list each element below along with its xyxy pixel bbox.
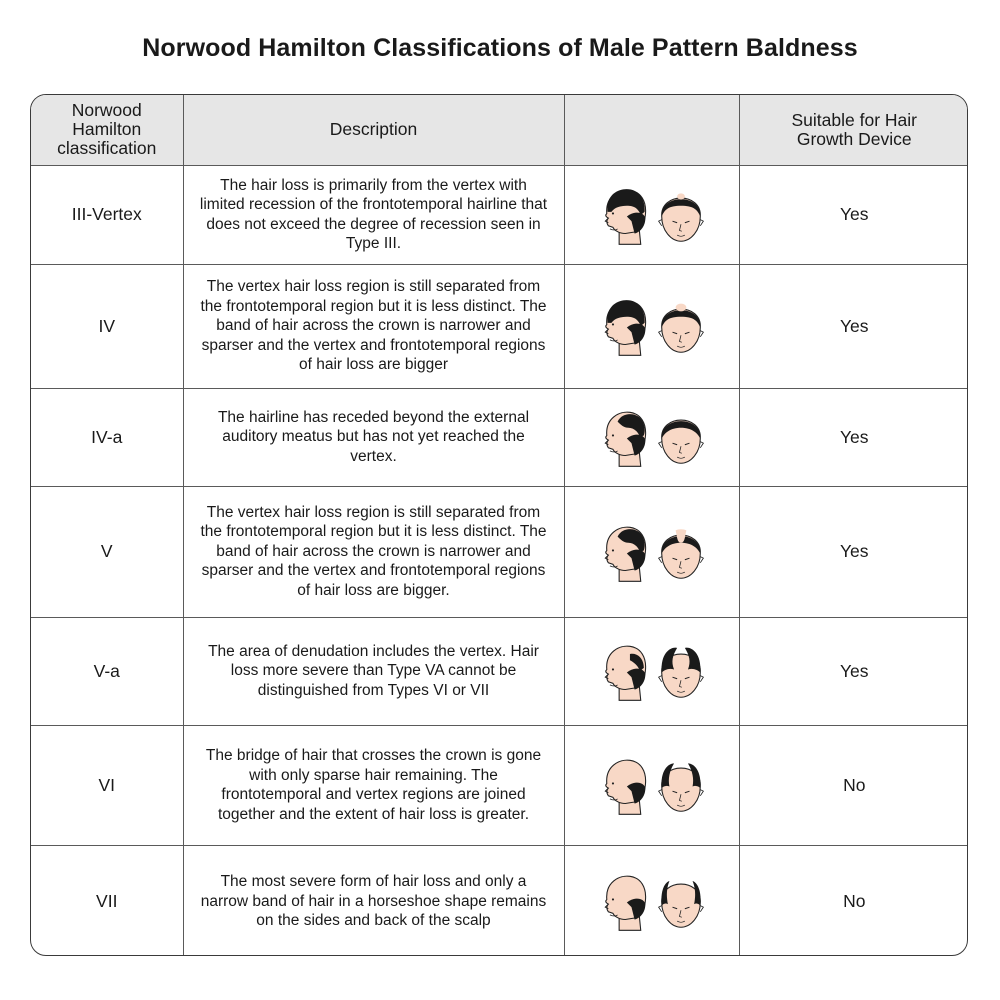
side-profile-head-icon (596, 519, 650, 585)
top-view-head-icon (654, 293, 708, 359)
classification-table (30, 94, 968, 956)
head-illustrations (565, 404, 739, 470)
illustration-cell (564, 165, 739, 264)
description-cell: The hairline has receded beyond the external auditory meatus but has not yet reached the vertex. (183, 388, 564, 486)
classification-cell: VI (31, 725, 183, 845)
illustration-cell (564, 264, 739, 388)
illustration-cell (564, 617, 739, 725)
suitable-cell: No (739, 845, 968, 956)
page-title: Norwood Hamilton Classifications of Male Pattern Baldness (142, 34, 858, 62)
side-profile-head-icon (596, 752, 650, 818)
table-row (31, 486, 968, 617)
header-classification: Norwood Hamilton classification (31, 95, 183, 165)
suitable-cell: Yes (739, 264, 968, 388)
top-view-head-icon (654, 868, 708, 934)
suitable-cell: Yes (739, 486, 968, 617)
side-profile-head-icon (596, 182, 650, 248)
header-description: Description (183, 95, 564, 165)
top-view-head-icon (654, 404, 708, 470)
description-cell: The vertex hair loss region is still separated from the frontotemporal region but it is less distinct. The band of hair across the crown is narrower and sparser and the vertex and frontotemporal regions of hair loss are bigger (183, 264, 564, 388)
header-suitable: Suitable for Hair Growth Device (739, 95, 968, 165)
classification-cell: V-a (31, 617, 183, 725)
illustration-cell (564, 725, 739, 845)
classification-cell: III-Vertex (31, 165, 183, 264)
head-illustrations (565, 293, 739, 359)
head-illustrations (565, 182, 739, 248)
table-row (31, 617, 968, 725)
classification-cell: V (31, 486, 183, 617)
head-illustrations (565, 868, 739, 934)
illustration-cell (564, 845, 739, 956)
side-profile-head-icon (596, 868, 650, 934)
classification-cell: IV (31, 264, 183, 388)
head-illustrations (565, 752, 739, 818)
table-body (31, 165, 968, 956)
table-row (31, 388, 968, 486)
description-cell: The most severe form of hair loss and only a narrow band of hair in a horseshoe shape remains on the sides and back of the scalp (183, 845, 564, 956)
description-cell: The vertex hair loss region is still separated from the frontotemporal region but it is less distinct. The band of hair across the crown is narrower and sparser and the vertex and frontotemporal regions of hair loss are bigger. (183, 486, 564, 617)
classification-cell: VII (31, 845, 183, 956)
top-view-head-icon (654, 638, 708, 704)
top-view-head-icon (654, 752, 708, 818)
table-header-row (31, 95, 968, 165)
table-row (31, 725, 968, 845)
side-profile-head-icon (596, 293, 650, 359)
table-row (31, 264, 968, 388)
illustration-cell (564, 486, 739, 617)
description-cell: The hair loss is primarily from the vertex with limited recession of the frontotemporal hairline that does not exceed the degree of recession seen in Type III. (183, 165, 564, 264)
suitable-cell: Yes (739, 617, 968, 725)
classification-cell: IV-a (31, 388, 183, 486)
suitable-cell: Yes (739, 388, 968, 486)
suitable-cell: No (739, 725, 968, 845)
top-view-head-icon (654, 182, 708, 248)
description-cell: The area of denudation includes the vertex. Hair loss more severe than Type VA cannot be distinguished from Types VI or VII (183, 617, 564, 725)
table-row (31, 845, 968, 956)
description-cell: The bridge of hair that crosses the crown is gone with only sparse hair remaining. The frontotemporal and vertex regions are joined together and the extent of hair loss is greater. (183, 725, 564, 845)
classification-table-grid (31, 95, 968, 956)
illustration-cell (564, 388, 739, 486)
head-illustrations (565, 638, 739, 704)
header-image (564, 95, 739, 165)
side-profile-head-icon (596, 638, 650, 704)
table-row (31, 165, 968, 264)
head-illustrations (565, 519, 739, 585)
top-view-head-icon (654, 519, 708, 585)
suitable-cell: Yes (739, 165, 968, 264)
side-profile-head-icon (596, 404, 650, 470)
